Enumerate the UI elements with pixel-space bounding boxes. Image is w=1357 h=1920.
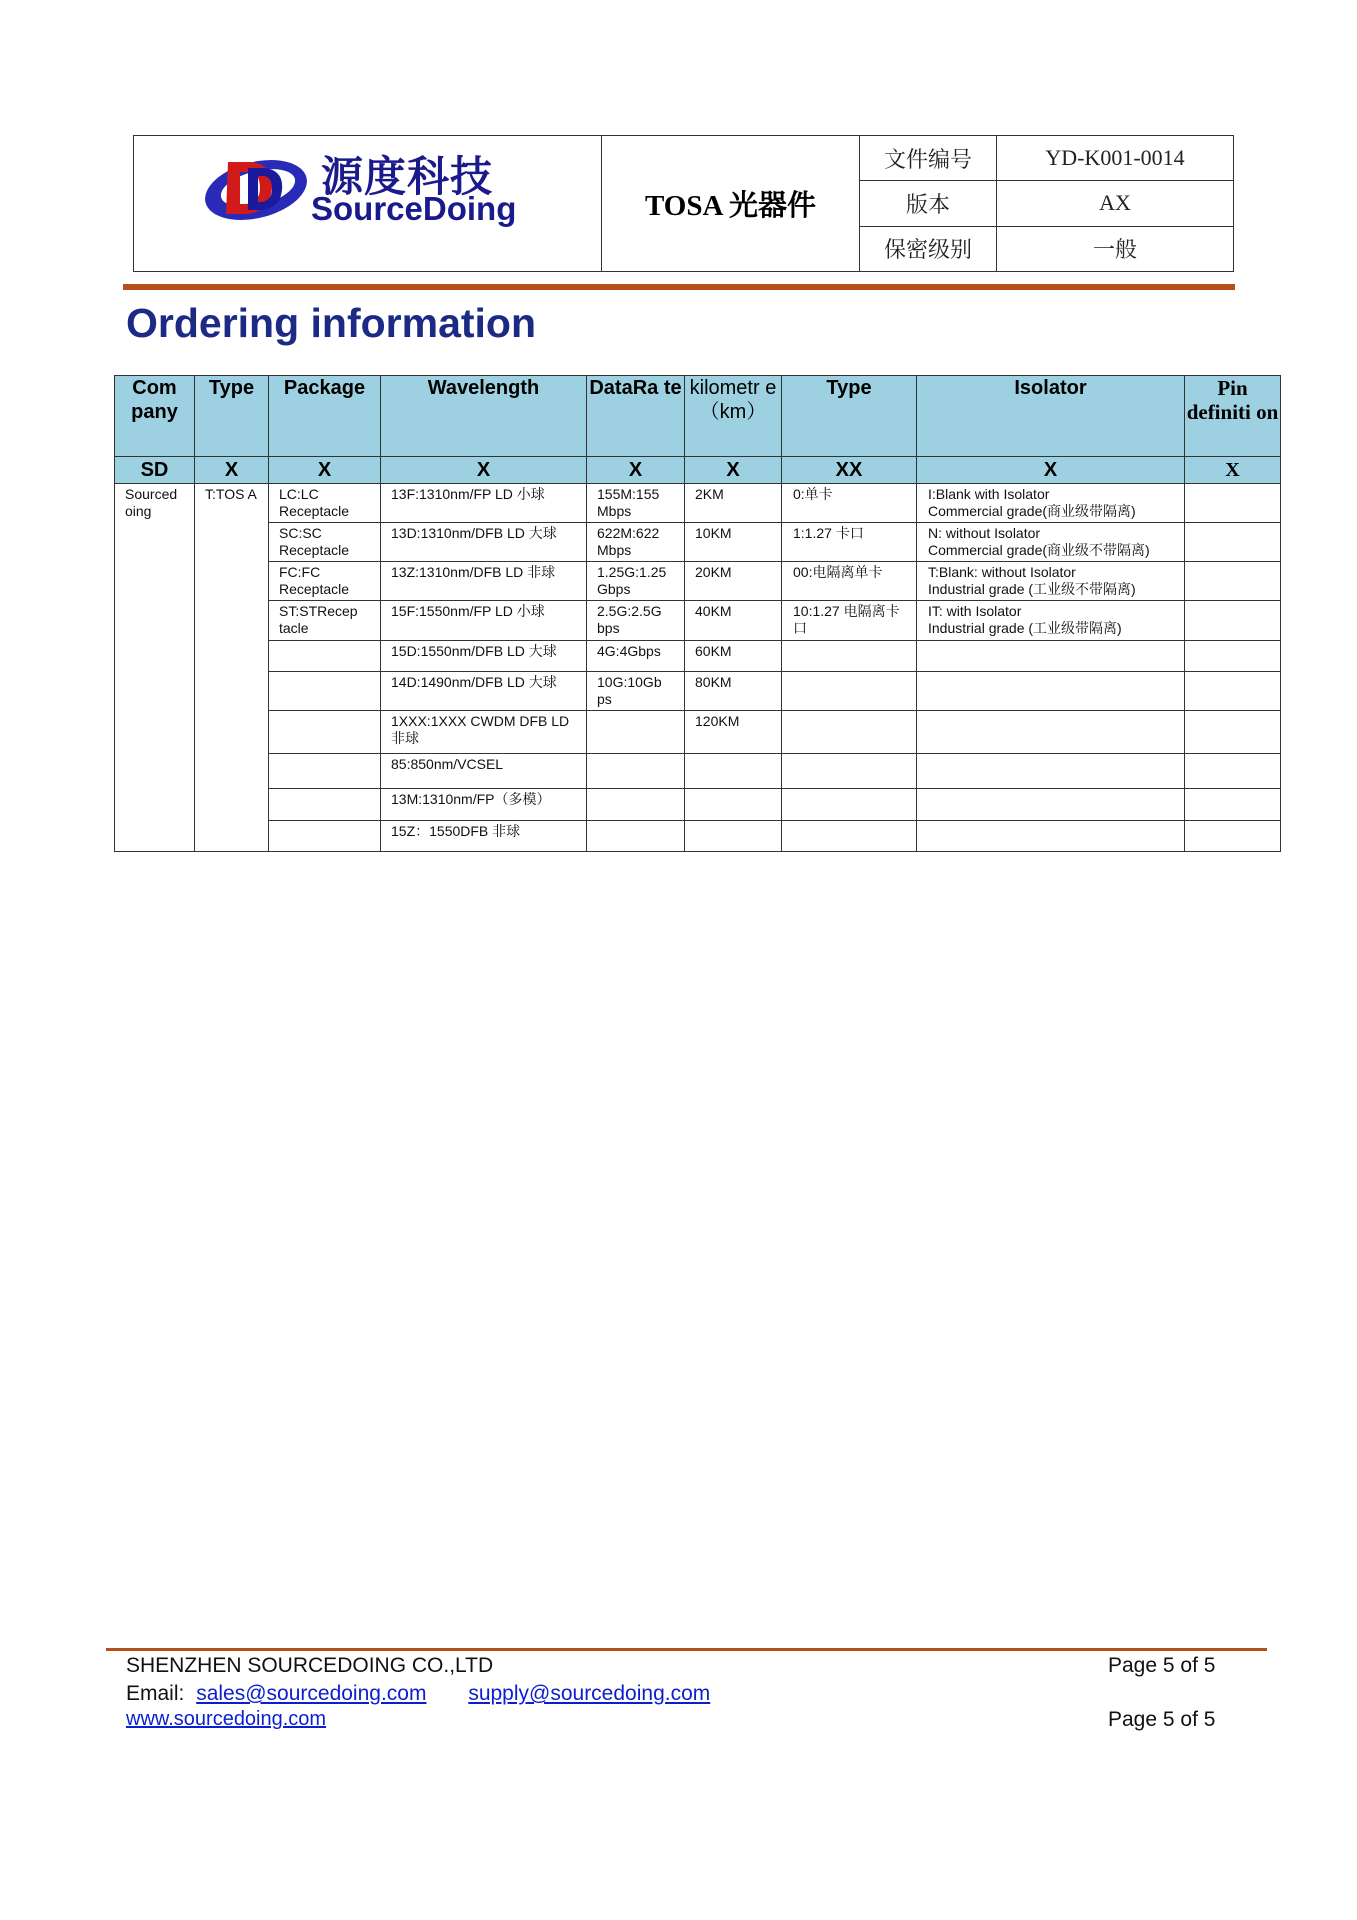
isolator-line2: Commercial grade(商业级带隔离) [928, 503, 1136, 519]
package-cell [269, 789, 381, 821]
type-cell: T:TOS A [195, 484, 269, 852]
datarate-cell: 4G:4Gbps [587, 641, 685, 672]
table-row [115, 789, 1281, 821]
table-row [115, 523, 1281, 562]
code-cell: SD [115, 457, 195, 484]
doc-title: TOSA 光器件 [602, 136, 860, 271]
header-row [115, 376, 1281, 457]
pin-cell [1185, 562, 1281, 601]
col-header-datarate: DataRa te [587, 376, 685, 457]
wavelength-cell: 14D:1490nm/DFB LD 大球 [381, 672, 587, 711]
wavelength-cell: 13D:1310nm/DFB LD 大球 [381, 523, 587, 562]
type2-cell: 0:单卡 [782, 484, 917, 523]
col-header-kilometre: kilometr e（km） [685, 376, 782, 457]
ordering-table [114, 375, 1281, 852]
distance-cell: 80KM [685, 672, 782, 711]
datarate-cell: 1.25G:1.25 Gbps [587, 562, 685, 601]
wavelength-cell: 85:850nm/VCSEL [381, 754, 587, 789]
logo-en-text: SourceDoing [311, 190, 517, 227]
doc-meta [860, 136, 1233, 271]
pin-cell [1185, 523, 1281, 562]
code-cell: X [1185, 457, 1281, 484]
isolator-cell [917, 484, 1185, 523]
isolator-cell [917, 641, 1185, 672]
logo-cn-text: 源度科技 [321, 152, 494, 201]
distance-cell: 20KM [685, 562, 782, 601]
header-divider [123, 284, 1235, 290]
code-cell: X [269, 457, 381, 484]
package-cell: LC:LC Receptacle [269, 484, 381, 523]
code-cell: X [195, 457, 269, 484]
footer-email-label: Email: [126, 1682, 185, 1705]
isolator-cell [917, 754, 1185, 789]
datarate-cell: 155M:155 Mbps [587, 484, 685, 523]
col-header-company: Com pany [115, 376, 195, 457]
pin-cell [1185, 484, 1281, 523]
footer-email-line [126, 1682, 710, 1706]
code-cell: X [685, 457, 782, 484]
meta-row-version [860, 181, 1233, 226]
distance-cell: 120KM [685, 711, 782, 754]
sourcedoing-logo-icon [198, 148, 310, 230]
table-row [115, 754, 1281, 789]
isolator-line2: Industrial grade (工业级带隔离) [928, 620, 1122, 636]
isolator-cell [917, 562, 1185, 601]
isolator-cell [917, 821, 1185, 852]
col-header-pin: Pin definiti on [1185, 376, 1281, 457]
meta-row-doc-number [860, 136, 1233, 181]
type2-cell [782, 641, 917, 672]
isolator-line1: T:Blank: without Isolator [928, 564, 1076, 580]
table-row [115, 484, 1281, 523]
col-header-type: Type [195, 376, 269, 457]
meta-value: 一般 [1092, 237, 1137, 263]
wavelength-cell: 15F:1550nm/FP LD 小球 [381, 601, 587, 641]
wavelength-cell: 1XXX:1XXX CWDM DFB LD 非球 [381, 711, 587, 754]
table-row [115, 562, 1281, 601]
meta-row-confidentiality [860, 227, 1233, 271]
logo-cell [134, 136, 602, 271]
email-link-supply[interactable]: supply@sourcedoing.com [468, 1682, 711, 1705]
pin-cell [1185, 789, 1281, 821]
table-row [115, 711, 1281, 754]
website-link[interactable]: www.sourcedoing.com [126, 1708, 327, 1730]
pin-cell [1185, 821, 1281, 852]
isolator-line1: N: without Isolator [928, 525, 1041, 541]
isolator-cell [917, 789, 1185, 821]
distance-cell [685, 789, 782, 821]
section-title: Ordering information [126, 300, 536, 346]
package-cell: SC:SC Receptacle [269, 523, 381, 562]
type2-cell [782, 711, 917, 754]
col-header-package: Package [269, 376, 381, 457]
isolator-cell [917, 601, 1185, 641]
document-header [133, 135, 1234, 272]
pin-cell [1185, 754, 1281, 789]
meta-label: 保密级别 [860, 227, 997, 271]
table-row [115, 601, 1281, 641]
package-cell: FC:FC Receptacle [269, 562, 381, 601]
package-cell: ST:STRecep tacle [269, 601, 381, 641]
package-cell [269, 821, 381, 852]
meta-label: 版本 [860, 181, 997, 225]
datarate-cell [587, 821, 685, 852]
distance-cell [685, 754, 782, 789]
package-cell [269, 641, 381, 672]
table-row [115, 672, 1281, 711]
meta-value: AX [1099, 190, 1131, 216]
wavelength-cell: 15D:1550nm/DFB LD 大球 [381, 641, 587, 672]
code-row [115, 457, 1281, 484]
isolator-line2: Commercial grade(商业级不带隔离) [928, 542, 1150, 558]
datarate-cell: 2.5G:2.5G bps [587, 601, 685, 641]
footer-website-line [126, 1708, 326, 1731]
pin-cell [1185, 711, 1281, 754]
code-cell: XX [782, 457, 917, 484]
distance-cell: 10KM [685, 523, 782, 562]
type2-cell [782, 672, 917, 711]
footer-company: SHENZHEN SOURCEDOING CO.,LTD [126, 1654, 494, 1677]
code-cell: X [917, 457, 1185, 484]
datarate-cell [587, 711, 685, 754]
distance-cell: 2KM [685, 484, 782, 523]
package-cell [269, 754, 381, 789]
pin-cell [1185, 641, 1281, 672]
wavelength-cell: 13Z:1310nm/DFB LD 非球 [381, 562, 587, 601]
code-cell: X [381, 457, 587, 484]
distance-cell [685, 821, 782, 852]
meta-label: 文件编号 [860, 136, 997, 180]
isolator-cell [917, 711, 1185, 754]
datarate-cell [587, 789, 685, 821]
pin-cell [1185, 601, 1281, 641]
package-cell [269, 711, 381, 754]
company-cell: Sourced oing [115, 484, 195, 852]
footer-page-number: Page 5 of 5 [1108, 1654, 1216, 1677]
wavelength-cell: 13F:1310nm/FP LD 小球 [381, 484, 587, 523]
col-header-isolator: Isolator [917, 376, 1185, 457]
wavelength-cell: 15Z：1550DFB 非球 [381, 821, 587, 852]
footer-divider [106, 1648, 1267, 1651]
wavelength-cell: 13M:1310nm/FP（多模） [381, 789, 587, 821]
package-cell [269, 672, 381, 711]
table-row [115, 641, 1281, 672]
type2-cell: 00:电隔离单卡 [782, 562, 917, 601]
type2-cell: 10:1.27 电隔离卡 口 [782, 601, 917, 641]
col-header-wavelength: Wavelength [381, 376, 587, 457]
pin-cell [1185, 672, 1281, 711]
type2-cell [782, 821, 917, 852]
email-link-sales[interactable]: sales@sourcedoing.com [196, 1682, 427, 1705]
col-header-type2: Type [782, 376, 917, 457]
footer-page-number-2: Page 5 of 5 [1108, 1708, 1216, 1731]
datarate-cell: 10G:10Gb ps [587, 672, 685, 711]
type2-cell [782, 789, 917, 821]
datarate-cell: 622M:622 Mbps [587, 523, 685, 562]
distance-cell: 60KM [685, 641, 782, 672]
table-row [115, 821, 1281, 852]
type2-cell: 1:1.27 卡口 [782, 523, 917, 562]
type2-cell [782, 754, 917, 789]
meta-value: YD-K001-0014 [1045, 145, 1185, 171]
isolator-cell [917, 672, 1185, 711]
isolator-line1: I:Blank with Isolator [928, 486, 1050, 502]
isolator-line1: IT: with Isolator [928, 603, 1022, 619]
isolator-cell [917, 523, 1185, 562]
code-cell: X [587, 457, 685, 484]
distance-cell: 40KM [685, 601, 782, 641]
datarate-cell [587, 754, 685, 789]
isolator-line2: Industrial grade (工业级不带隔离) [928, 581, 1136, 597]
